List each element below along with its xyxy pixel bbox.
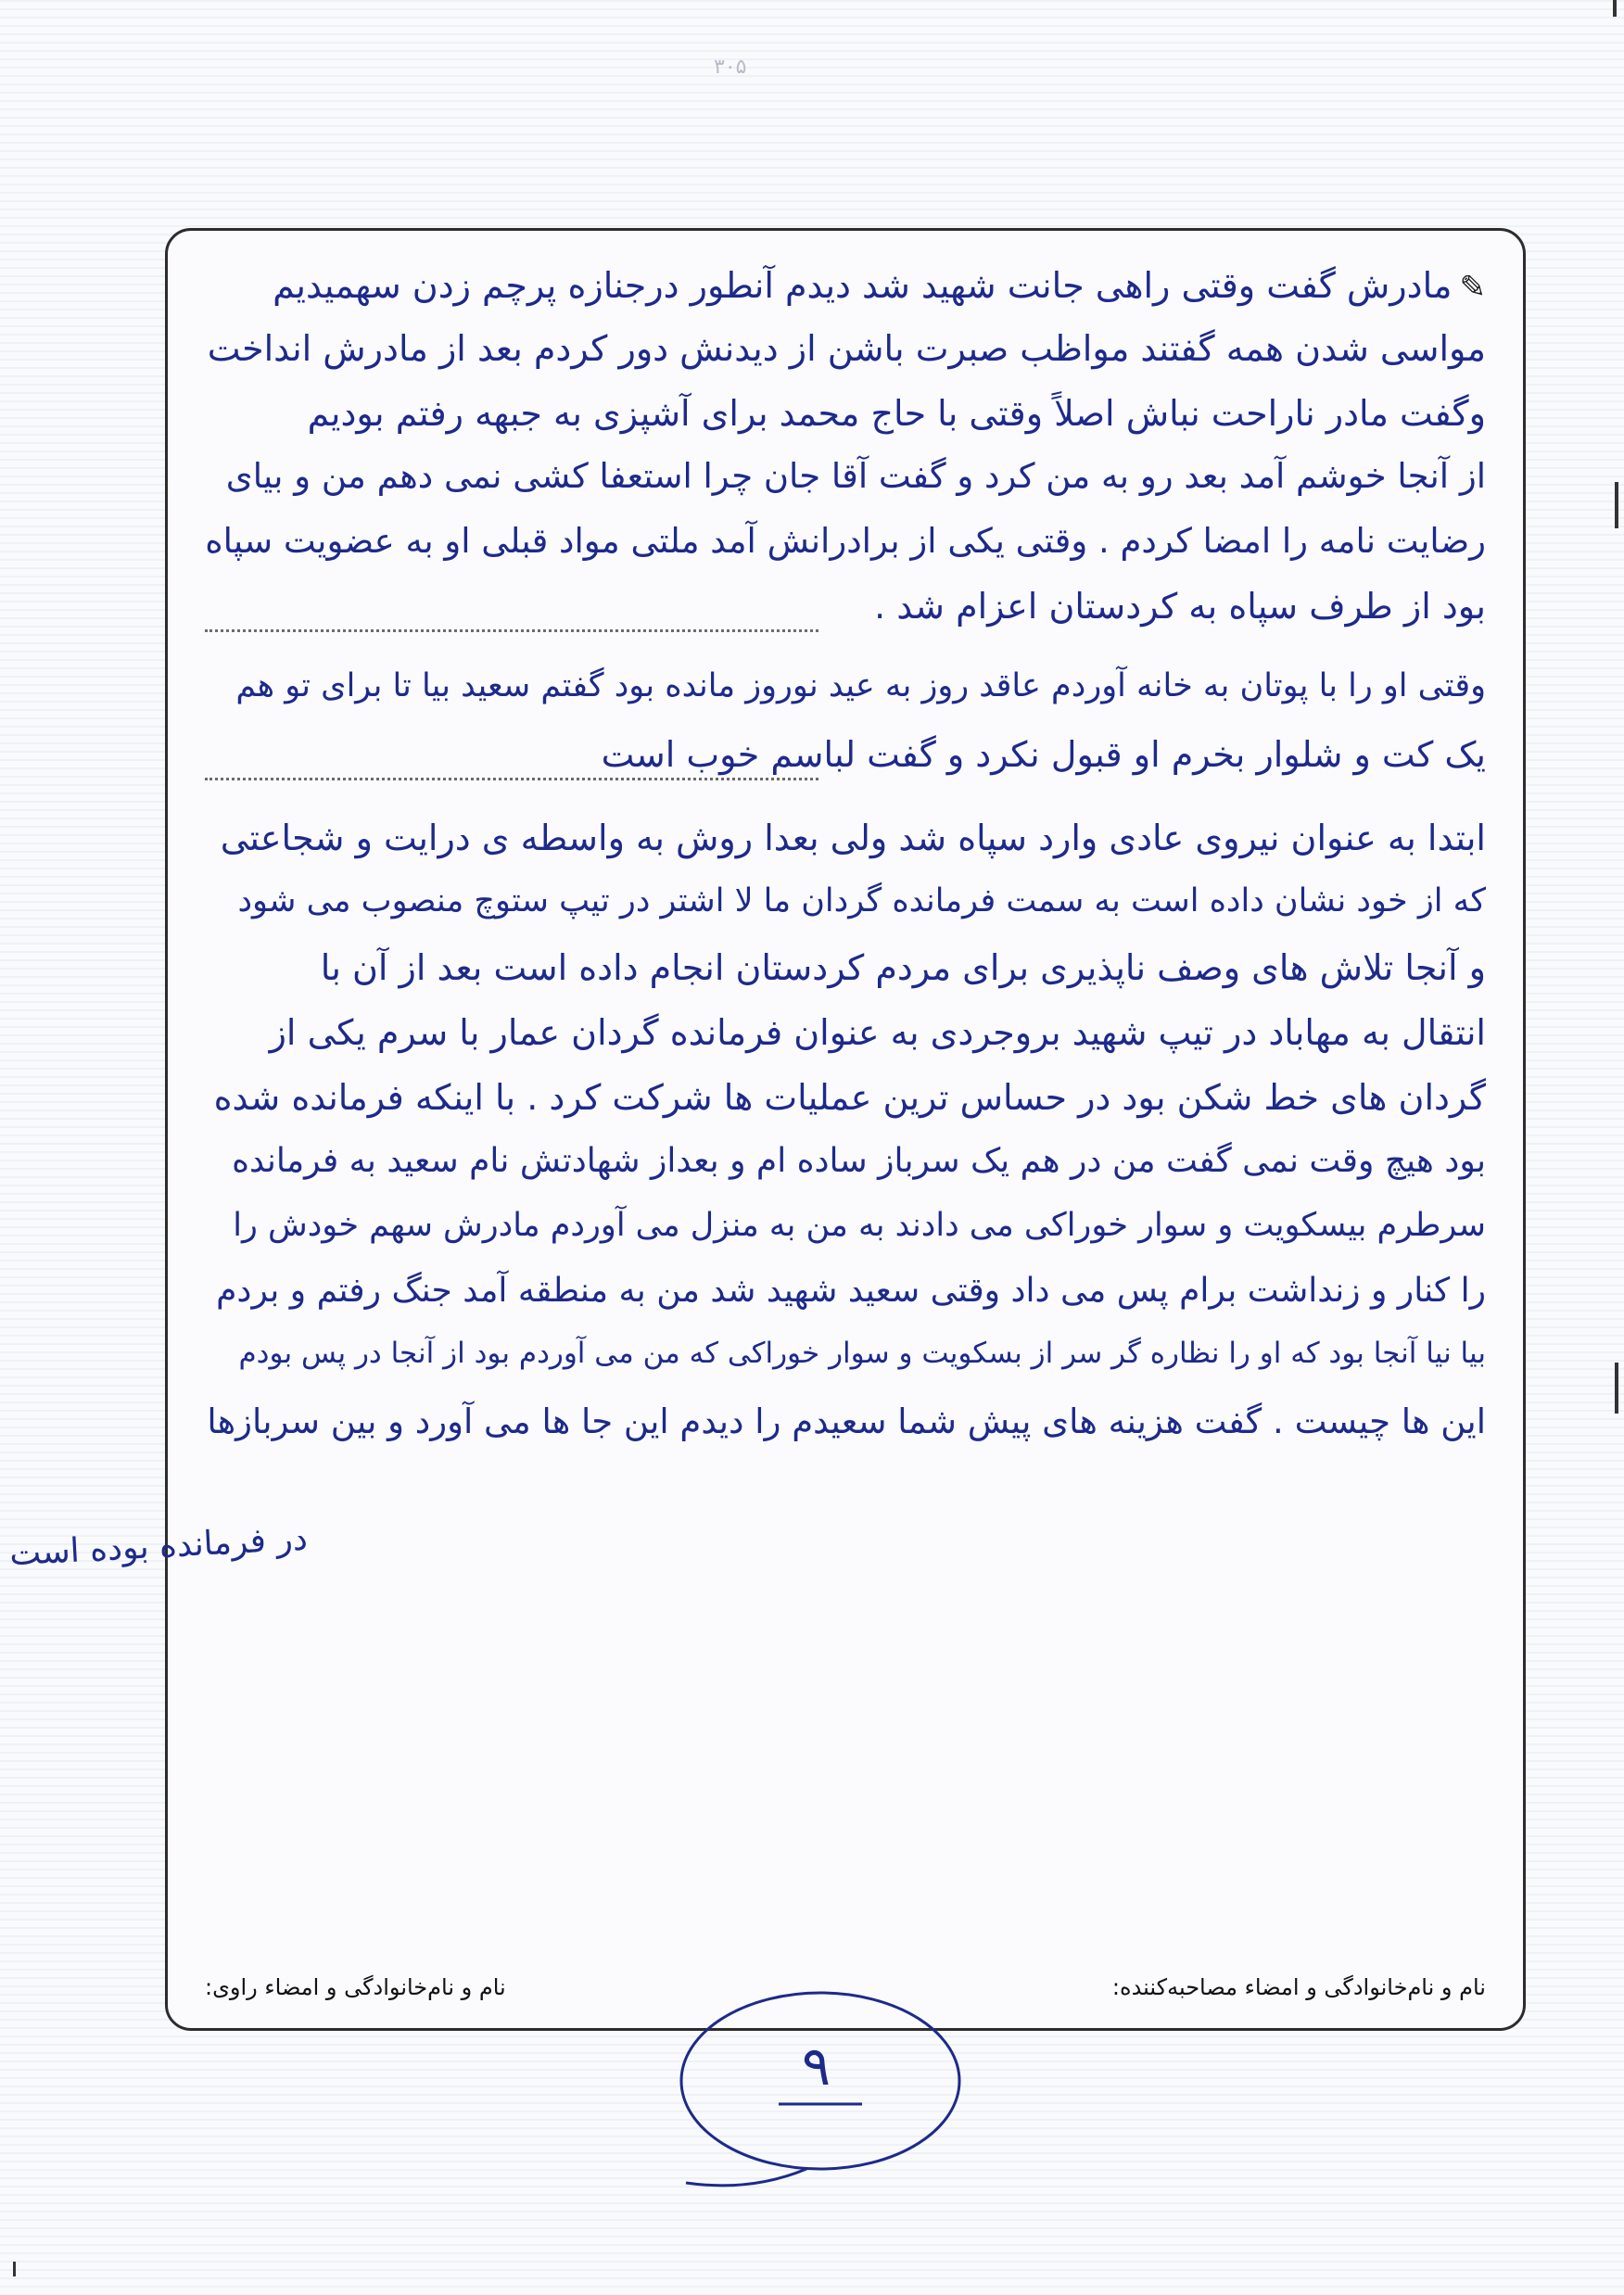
transcript-line: بود هیچ وقت نمی گفت من در هم یک سرباز ساده ام و بعداز شهادتش نام سعید به فرمانده bbox=[232, 1142, 1486, 1180]
edge-mark-right-2 bbox=[1615, 1363, 1618, 1414]
edge-mark-bottom-left bbox=[13, 2262, 16, 2276]
transcript-line: سرطرم بیسکویت و سوار خوراکی می دادند به من به منزل می آوردم مادرش سهم خودش را bbox=[233, 1207, 1486, 1244]
transcript-line: که از خود نشان داده است به سمت فرمانده گردان ما لا اشتر در تیپ ستوچ منصوب می شود bbox=[237, 882, 1486, 919]
transcript-line: وگفت مادر ناراحت نباش اصلاً وقتی با حاج محمد برای آشپزی به جبهه رفتم بودیم bbox=[307, 393, 1486, 434]
transcript-line: رضایت نامه را امضا کردم . وقتی یکی از برادرانش آمد ملتی مواد قبلی او به عضویت سپاه bbox=[205, 521, 1486, 561]
pen-icon: ✎ bbox=[1459, 269, 1486, 306]
transcript-line: را کنار و زنداشت برام پس می داد وقتی سعید شهید شد من به منطقه آمد جنگ رفتم و بردم bbox=[216, 1272, 1486, 1310]
transcript-line bbox=[205, 265, 1486, 306]
edge-mark-right-1 bbox=[1615, 482, 1618, 528]
transcript-line: از آنجا خوشم آمد بعد رو به من کرد و گفت آقا جان چرا استعفا کشی نمی دهم من و بیای bbox=[225, 456, 1486, 496]
transcript-line: ابتدا به عنوان نیروی عادی وارد سپاه شد ولی بعدا روش به واسطه ی درایت و شجاعتی bbox=[220, 818, 1486, 858]
transcript-line: مواسی شدن همه گفتند مواظب صبرت باشن از دیدنش دور کردم بعد از مادرش انداخت bbox=[207, 328, 1486, 369]
dotted-leader bbox=[205, 629, 818, 632]
transcript-lines bbox=[168, 231, 1523, 2028]
transcript-line: انتقال به مهاباد در تیپ شهید بروجردی به عنوان فرمانده گردان عمار با سرم یکی از bbox=[269, 1012, 1486, 1053]
transcript-line: و آنجا تلاش های وصف ناپذیری برای مردم کردستان انجام داده است بعد از آن با bbox=[320, 947, 1486, 988]
margin-note: در فرمانده بوده است bbox=[8, 1519, 309, 1574]
transcript-line: یک کت و شلوار بخرم او قبول نکرد و گفت لباسم خوب است bbox=[601, 734, 1486, 775]
edge-mark-top bbox=[1613, 0, 1617, 17]
transcript-line: بود از طرف سپاه به کردستان اعزام شد . bbox=[874, 586, 1486, 627]
faint-page-header: ۳۰۵ bbox=[714, 56, 747, 79]
transcript-line: وقتی او را با پوتان به خانه آوردم عاقد روز به عید نوروز مانده بود گفتم سعید بیا تا برای تو هم bbox=[235, 667, 1486, 704]
transcript-line: این ها چیست . گفت هزینه های پیش شما سعیدم را دیدم این جا ها می آورد و بین سربازها bbox=[207, 1401, 1486, 1441]
dotted-leader bbox=[205, 778, 818, 780]
transcript-line-text: مادرش گفت وقتی راهی جانت شهید شد دیدم آنطور درجنازه پرچم زدن سهمیدیم bbox=[273, 265, 1453, 306]
transcript-line: گردان های خط شکن بود در حساس ترین عملیات ها شرکت کرد . با اینکه فرمانده شده bbox=[213, 1077, 1486, 1118]
narrator-signature-label: نام و نام‌خانوادگی و امضاء راوی: bbox=[205, 1974, 506, 2000]
page-number-stamp bbox=[667, 1984, 964, 2197]
interviewer-signature-label: نام و نام‌خانوادگی و امضاء مصاحبه‌کننده: bbox=[1111, 1974, 1486, 2000]
transcript-line: بیا نیا آنجا بود که او را نظاره گر سر از بسکویت و سوار خوراکی که من می آوردم بود از آنجا در پس بودم bbox=[238, 1337, 1486, 1370]
interview-form-frame bbox=[165, 228, 1526, 2031]
page-number: ۹ bbox=[802, 2035, 831, 2098]
